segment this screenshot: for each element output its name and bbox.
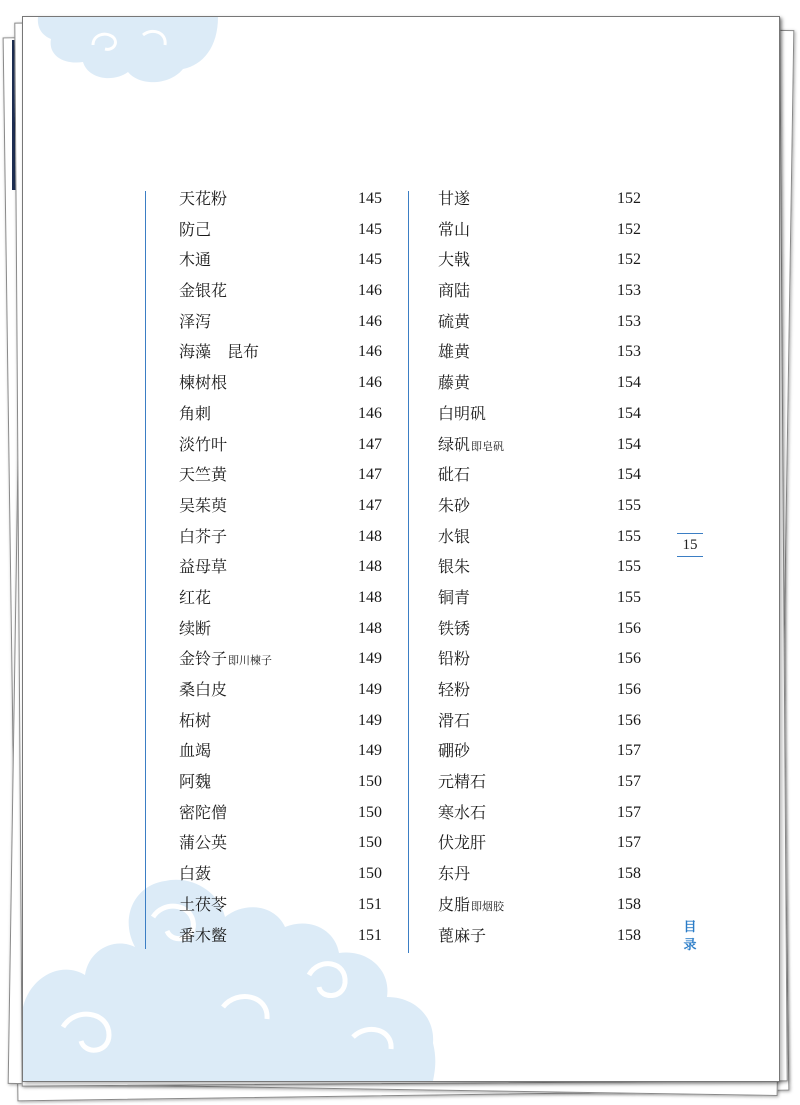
toc-entry-title: 防己 bbox=[179, 219, 212, 239]
toc-entry-page: 156 bbox=[617, 619, 641, 637]
toc-entry[interactable] bbox=[438, 921, 641, 952]
toc-entry-title: 土茯苓 bbox=[179, 894, 228, 914]
toc-entry-title: 寒水石 bbox=[438, 802, 487, 822]
toc-entry-page: 155 bbox=[617, 588, 641, 606]
toc-entry-title: 白蔹 bbox=[179, 864, 212, 884]
toc-entry-title: 泽泻 bbox=[179, 311, 212, 331]
toc-entry-title: 蓖麻子 bbox=[438, 925, 487, 945]
toc-entry-page: 146 bbox=[358, 404, 382, 422]
toc-entry-title: 白芥子 bbox=[179, 526, 228, 546]
toc-entry-page: 151 bbox=[358, 895, 382, 913]
toc-entry[interactable] bbox=[179, 552, 382, 583]
toc-entry-title: 大戟 bbox=[438, 250, 471, 270]
toc-entry-page: 146 bbox=[358, 282, 382, 300]
toc-entry-title: 血竭 bbox=[179, 741, 212, 761]
toc-entry-page: 158 bbox=[617, 926, 641, 944]
toc-entry[interactable] bbox=[179, 859, 382, 890]
toc-entry-page: 150 bbox=[358, 865, 382, 883]
toc-column-right bbox=[438, 184, 641, 951]
toc-entry-page: 148 bbox=[358, 588, 382, 606]
toc-entry-page: 147 bbox=[358, 466, 382, 484]
toc-entry[interactable] bbox=[438, 675, 641, 706]
toc-entry[interactable] bbox=[438, 337, 641, 368]
toc-entry[interactable] bbox=[179, 767, 382, 798]
toc-entry[interactable] bbox=[438, 614, 641, 645]
toc-entry-title: 桑白皮 bbox=[179, 680, 228, 699]
toc-entry-title: 皮脂 bbox=[438, 894, 471, 914]
toc-entry-page: 157 bbox=[617, 742, 641, 760]
toc-entry-page: 152 bbox=[617, 190, 641, 207]
toc-entry-title: 硫黄 bbox=[438, 311, 471, 331]
toc-entry-page: 157 bbox=[617, 834, 641, 852]
toc-entry-note: 即烟胶 bbox=[471, 899, 504, 913]
toc-entry-page: 155 bbox=[617, 527, 641, 545]
toc-entry-page: 145 bbox=[358, 190, 382, 207]
toc-entry-title: 朱砂 bbox=[438, 495, 471, 515]
toc-entry-title: 甘遂 bbox=[438, 189, 471, 208]
toc-entry[interactable] bbox=[179, 522, 382, 553]
toc-entry-title: 天花粉 bbox=[179, 189, 228, 208]
toc-entry-title: 硼砂 bbox=[438, 741, 471, 761]
toc-entry-page: 148 bbox=[358, 619, 382, 637]
toc-entry-page: 150 bbox=[358, 834, 382, 852]
toc-entry[interactable] bbox=[438, 215, 641, 246]
toc-entry[interactable] bbox=[179, 798, 382, 829]
toc-entry[interactable] bbox=[179, 307, 382, 338]
toc-entry-title: 藤黄 bbox=[438, 373, 471, 393]
left-column-rule bbox=[145, 191, 146, 949]
toc-entry-page: 152 bbox=[617, 251, 641, 269]
toc-entry-title: 蒲公英 bbox=[179, 833, 228, 853]
toc-entry[interactable] bbox=[438, 399, 641, 430]
toc-entry[interactable] bbox=[179, 583, 382, 614]
toc-entry-title: 木通 bbox=[179, 250, 212, 270]
toc-entry-page: 150 bbox=[358, 803, 382, 821]
toc-entry[interactable] bbox=[179, 215, 382, 246]
toc-entry[interactable] bbox=[438, 583, 641, 614]
toc-entry-page: 146 bbox=[358, 374, 382, 392]
toc-entry[interactable] bbox=[438, 491, 641, 522]
toc-entry-page: 146 bbox=[358, 312, 382, 330]
toc-entry-page: 151 bbox=[358, 926, 382, 944]
toc-entry-page: 148 bbox=[358, 527, 382, 545]
toc-entry-page: 148 bbox=[358, 558, 382, 576]
toc-entry-note: 即川楝子 bbox=[228, 654, 272, 668]
toc-entry-page: 157 bbox=[617, 773, 641, 791]
toc-entry-page: 154 bbox=[617, 374, 641, 392]
toc-entry[interactable] bbox=[438, 430, 641, 461]
toc-entry-title: 元精石 bbox=[438, 772, 487, 792]
toc-entry[interactable] bbox=[438, 859, 641, 890]
toc-entry[interactable] bbox=[438, 767, 641, 798]
toc-entry-page: 145 bbox=[358, 220, 382, 238]
toc-entry-page: 154 bbox=[617, 466, 641, 484]
toc-entry-page: 147 bbox=[358, 496, 382, 514]
toc-entry-title: 东丹 bbox=[438, 864, 471, 884]
page-number-text: 15 bbox=[682, 537, 698, 553]
toc-entry[interactable] bbox=[179, 460, 382, 491]
toc-entry-title: 商陆 bbox=[438, 281, 471, 301]
toc-entry-page: 153 bbox=[617, 343, 641, 361]
toc-entry-title: 阿魏 bbox=[179, 772, 212, 792]
toc-entry-page: 147 bbox=[358, 435, 382, 453]
toc-entry[interactable] bbox=[179, 276, 382, 307]
toc-entry-title: 密陀僧 bbox=[179, 802, 228, 822]
toc-entry-page: 153 bbox=[617, 282, 641, 300]
toc-entry[interactable] bbox=[179, 644, 382, 675]
toc-entry-title: 雄黄 bbox=[438, 342, 471, 362]
toc-entry-title: 柘树 bbox=[179, 710, 212, 730]
toc-entry-title: 铁锈 bbox=[438, 618, 471, 638]
toc-entry-page: 157 bbox=[617, 803, 641, 821]
toc-entry-title: 楝树根 bbox=[179, 373, 228, 393]
toc-entry-page: 158 bbox=[617, 865, 641, 883]
toc-entry-page: 156 bbox=[617, 681, 641, 698]
toc-entry[interactable] bbox=[438, 522, 641, 553]
toc-entry-page: 149 bbox=[358, 650, 382, 668]
toc-entry-note: 即皂矾 bbox=[471, 439, 504, 453]
toc-entry[interactable] bbox=[179, 921, 382, 952]
toc-entry-page: 156 bbox=[617, 711, 641, 729]
toc-entry-page: 154 bbox=[617, 435, 641, 453]
toc-entry-page: 158 bbox=[617, 895, 641, 913]
section-label: 目录 bbox=[683, 920, 697, 953]
toc-entry[interactable] bbox=[438, 736, 641, 767]
toc-entry[interactable] bbox=[179, 430, 382, 461]
toc-entry-title: 金铃子 bbox=[179, 649, 228, 669]
toc-entry-page: 149 bbox=[358, 742, 382, 760]
toc-entry-title: 绿矾 bbox=[438, 434, 471, 454]
toc-entry[interactable] bbox=[179, 736, 382, 767]
toc-entry-title: 常山 bbox=[438, 219, 471, 239]
toc-entry-title: 海藻 昆布 bbox=[179, 342, 260, 362]
toc-entry[interactable] bbox=[438, 552, 641, 583]
toc-entry-title: 白明矾 bbox=[438, 403, 487, 423]
page-number-bottom-rule bbox=[677, 556, 703, 557]
toc-entry[interactable] bbox=[179, 337, 382, 368]
toc-entry-title: 益母草 bbox=[179, 557, 228, 577]
toc-entry-title: 红花 bbox=[179, 587, 212, 607]
toc-entry-page: 150 bbox=[358, 773, 382, 791]
toc-entry-title: 砒石 bbox=[438, 465, 471, 485]
toc-entry[interactable] bbox=[438, 706, 641, 737]
toc-entry[interactable] bbox=[179, 184, 382, 215]
toc-entry-page: 153 bbox=[617, 312, 641, 330]
toc-entry-title: 吴茱萸 bbox=[179, 495, 228, 515]
toc-entry-title: 水银 bbox=[438, 526, 471, 546]
toc-entry-page: 156 bbox=[617, 650, 641, 668]
toc-entry[interactable] bbox=[179, 828, 382, 859]
toc-entry-title: 续断 bbox=[179, 618, 212, 638]
toc-entry[interactable] bbox=[179, 890, 382, 921]
toc-entry-title: 金银花 bbox=[179, 281, 228, 301]
toc-entry-page: 149 bbox=[358, 711, 382, 729]
cloud-decoration-top bbox=[33, 17, 223, 87]
toc-entry-page: 152 bbox=[617, 220, 641, 238]
toc-column-left bbox=[179, 184, 382, 951]
toc-entry[interactable] bbox=[438, 460, 641, 491]
toc-entry-page: 146 bbox=[358, 343, 382, 361]
toc-entry-page: 155 bbox=[617, 558, 641, 576]
toc-entry-title: 铅粉 bbox=[438, 649, 471, 669]
toc-entry[interactable] bbox=[438, 184, 641, 215]
toc-entry-page: 149 bbox=[358, 681, 382, 698]
toc-entry-title: 番木鳖 bbox=[179, 925, 228, 945]
toc-entry[interactable] bbox=[179, 491, 382, 522]
toc-entry[interactable] bbox=[438, 828, 641, 859]
toc-entry[interactable] bbox=[438, 245, 641, 276]
toc-entry[interactable] bbox=[179, 399, 382, 430]
toc-entry-title: 角刺 bbox=[179, 403, 212, 423]
toc-entry-title: 天竺黄 bbox=[179, 465, 228, 485]
toc-entry[interactable] bbox=[179, 245, 382, 276]
toc-entry-page: 145 bbox=[358, 251, 382, 269]
book-page bbox=[22, 16, 780, 1082]
toc-entry-title: 铜青 bbox=[438, 587, 471, 607]
toc-entry[interactable] bbox=[179, 675, 382, 706]
toc-entry[interactable] bbox=[179, 706, 382, 737]
toc-entry-title: 淡竹叶 bbox=[179, 434, 228, 454]
toc-entry[interactable] bbox=[438, 307, 641, 338]
toc-entry[interactable] bbox=[438, 890, 641, 921]
toc-entry[interactable] bbox=[179, 614, 382, 645]
toc-entry[interactable] bbox=[438, 276, 641, 307]
toc-entry[interactable] bbox=[179, 368, 382, 399]
page-number bbox=[677, 533, 703, 557]
right-column-rule bbox=[408, 191, 409, 953]
toc-entry-title: 滑石 bbox=[438, 710, 471, 730]
toc-entry[interactable] bbox=[438, 798, 641, 829]
toc-entry[interactable] bbox=[438, 644, 641, 675]
toc-entry-title: 伏龙肝 bbox=[438, 833, 487, 853]
toc-entry-title: 银朱 bbox=[438, 557, 471, 577]
toc-entry-title: 轻粉 bbox=[438, 680, 471, 699]
toc-entry-page: 154 bbox=[617, 404, 641, 422]
toc-entry[interactable] bbox=[438, 368, 641, 399]
toc-entry-page: 155 bbox=[617, 496, 641, 514]
